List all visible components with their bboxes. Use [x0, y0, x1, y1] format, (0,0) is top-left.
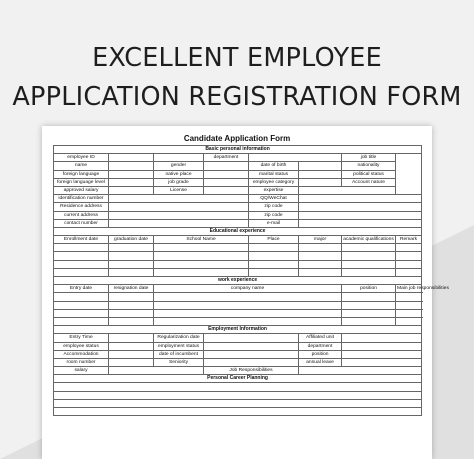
employment-heading: Employment Information: [54, 326, 422, 334]
work-header-row: [54, 285, 422, 293]
employee-category-label: employee category: [249, 178, 299, 186]
employee-category-field[interactable]: [299, 178, 342, 186]
seniority-label: Seniority: [154, 358, 204, 366]
license-label: License: [154, 186, 204, 194]
date-of-incumbent-field[interactable]: [204, 350, 299, 358]
regularization-date-label: Regularization date: [154, 334, 204, 342]
affiliated-unit-field[interactable]: [342, 334, 422, 342]
education-col-major: major: [299, 236, 342, 244]
basic-row-1: [54, 154, 422, 162]
employment-department-field[interactable]: [342, 342, 422, 350]
employment-heading-row: [54, 326, 422, 334]
current-address-label: current address: [54, 211, 109, 219]
gender-field[interactable]: [204, 162, 249, 170]
job-responsibilities-field[interactable]: [299, 367, 422, 375]
career-planning-field[interactable]: [54, 391, 422, 399]
email-field[interactable]: [299, 219, 422, 227]
entry-time-label: Entry Time: [54, 334, 109, 342]
work-col-position: position: [342, 285, 396, 293]
career-planning-field[interactable]: [54, 408, 422, 416]
education-header-row: [54, 236, 422, 244]
education-row: [54, 268, 422, 276]
account-nature-label: Account nature: [342, 178, 396, 186]
political-status-label: political status: [342, 170, 396, 178]
residence-zip-code-field[interactable]: [299, 203, 422, 211]
foreign-language-level-field[interactable]: [109, 178, 154, 186]
name-field[interactable]: [109, 162, 154, 170]
entry-time-field[interactable]: [109, 334, 154, 342]
email-label: e-mail: [249, 219, 299, 227]
employment-row-3: [54, 350, 422, 358]
basic-row-4: [54, 178, 422, 186]
department-label: department: [204, 154, 249, 162]
photo-box[interactable]: [396, 154, 422, 195]
employment-row-5: [54, 367, 422, 375]
education-col-graduation-date: graduation date: [109, 236, 154, 244]
basic-row-8: [54, 211, 422, 219]
date-of-birth-field[interactable]: [299, 162, 342, 170]
employment-status-label: employment status: [154, 342, 204, 350]
position-label: position: [299, 350, 342, 358]
residence-address-label: Residence address: [54, 203, 109, 211]
date-of-birth-label: date of birth: [249, 162, 299, 170]
form-sheet: [42, 126, 449, 459]
department-field[interactable]: [249, 154, 342, 162]
education-row: [54, 260, 422, 268]
date-of-incumbent-label: date of incumbent: [154, 350, 204, 358]
work-col-main-responsibilities: Main job responsibilities: [397, 286, 449, 292]
employment-row-1: [54, 334, 422, 342]
qq-wechat-label: QQ/WeChat: [249, 195, 299, 203]
employment-row-4: [54, 358, 422, 366]
basic-row-7: [54, 203, 422, 211]
regularization-date-field[interactable]: [204, 334, 299, 342]
basic-info-heading: Basic personal information: [54, 146, 422, 154]
education-heading: Educational experience: [54, 227, 422, 235]
education-col-school-name: School Name: [154, 236, 249, 244]
employee-status-label: employee status: [54, 342, 109, 350]
name-label: name: [54, 162, 109, 170]
zip-code-label: zip code: [249, 203, 299, 211]
native-place-label: native place: [154, 170, 204, 178]
career-planning-field[interactable]: [54, 383, 422, 391]
contact-number-field[interactable]: [109, 219, 249, 227]
work-row: [54, 317, 422, 325]
position-field[interactable]: [342, 350, 422, 358]
job-responsibilities-label: Job Responsibilities: [204, 367, 299, 375]
marital-status-field[interactable]: [299, 170, 342, 178]
identification-number-field[interactable]: [109, 195, 249, 203]
foreign-language-label: foreign language: [54, 170, 109, 178]
headline-line-2: APPLICATION REGISTRATION FORM: [12, 82, 462, 112]
work-col-entry-date: Entry date: [54, 285, 109, 293]
work-row: [54, 309, 422, 317]
affiliated-unit-label: Affiliated unit: [299, 334, 342, 342]
job-grade-label: job grade: [154, 178, 204, 186]
basic-row-2: [54, 162, 422, 170]
career-heading: Personal Career Planning: [54, 375, 422, 383]
blank-cell[interactable]: [154, 154, 204, 162]
work-heading: work experience: [54, 277, 422, 285]
current-address-field[interactable]: [109, 211, 249, 219]
education-row: [54, 252, 422, 260]
basic-row-9: [54, 219, 422, 227]
residence-address-field[interactable]: [109, 203, 249, 211]
work-heading-row: [54, 277, 422, 285]
foreign-language-level-label: foreign language level: [54, 178, 109, 186]
expertise-field[interactable]: [299, 186, 396, 194]
employment-row-2: [54, 342, 422, 350]
education-col-academic-qualifications: academic qualifications: [343, 237, 394, 243]
basic-row-3: [54, 170, 422, 178]
current-zip-code-field[interactable]: [299, 211, 422, 219]
education-row: [54, 244, 422, 252]
work-col-company-name: company name: [154, 285, 342, 293]
employment-department-label: department: [299, 342, 342, 350]
education-col-enrollment-date: Enrollment date: [54, 236, 109, 244]
basic-row-5: [54, 186, 422, 194]
zip-code-label: zip code: [249, 211, 299, 219]
education-heading-row: [54, 227, 422, 235]
headline-line-1: EXCELLENT EMPLOYEE: [92, 43, 382, 73]
career-row: [54, 399, 422, 407]
expertise-label: expertise: [249, 186, 299, 194]
education-col-place: Place: [249, 236, 299, 244]
room-number-label: room number: [54, 358, 109, 366]
room-number-field[interactable]: [109, 358, 154, 366]
form-title: Candidate Application Form: [183, 134, 291, 143]
seniority-field[interactable]: [204, 358, 299, 366]
annual-leave-label: annual leave: [299, 358, 342, 366]
basic-info-heading-row: [54, 146, 422, 154]
employment-status-field[interactable]: [204, 342, 299, 350]
career-row: [54, 408, 422, 416]
work-col-resignation-date: resignation date: [109, 285, 154, 293]
job-title-label: job title: [342, 154, 396, 162]
nationality-label: nationality: [342, 162, 396, 170]
contact-number-label: contact number: [54, 219, 109, 227]
career-heading-row: [54, 375, 422, 383]
work-row: [54, 301, 422, 309]
native-place-field[interactable]: [204, 170, 249, 178]
career-row: [54, 383, 422, 391]
career-planning-field[interactable]: [54, 399, 422, 407]
basic-row-6: [54, 195, 422, 203]
license-field[interactable]: [204, 186, 249, 194]
salary-label: salary: [54, 367, 109, 375]
work-row: [54, 293, 422, 301]
marital-status-label: marital status: [249, 170, 299, 178]
qq-wechat-field[interactable]: [299, 195, 422, 203]
employee-status-field[interactable]: [109, 342, 154, 350]
approved-salary-label: approved salary: [54, 186, 109, 194]
accommodation-field[interactable]: [109, 350, 154, 358]
career-row: [54, 391, 422, 399]
job-grade-field[interactable]: [204, 178, 249, 186]
gender-label: gender: [154, 162, 204, 170]
approved-salary-field[interactable]: [109, 186, 154, 194]
employee-id-field[interactable]: [109, 154, 154, 162]
salary-field[interactable]: [109, 367, 204, 375]
accommodation-label: Accommodation: [54, 350, 109, 358]
foreign-language-field[interactable]: [109, 170, 154, 178]
employee-id-label: employee ID: [54, 154, 109, 162]
education-col-remark: Remark: [396, 236, 422, 244]
annual-leave-field[interactable]: [342, 358, 422, 366]
identification-number-label: identification number: [54, 195, 109, 203]
application-form-table: [53, 145, 449, 416]
